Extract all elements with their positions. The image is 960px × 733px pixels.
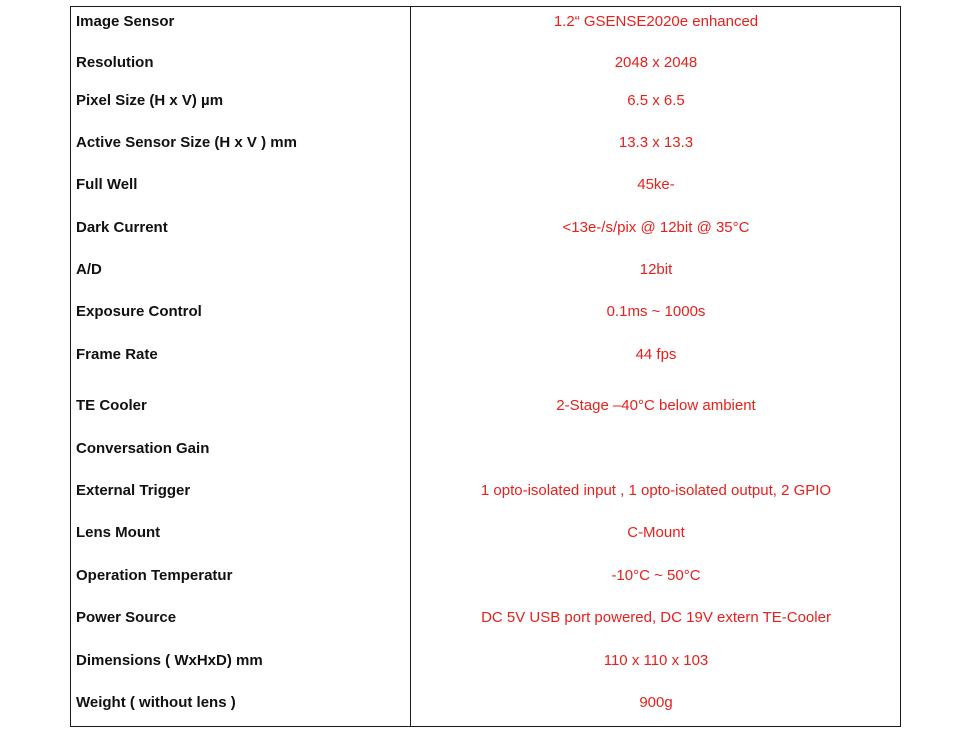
table-row xyxy=(71,561,900,591)
row-label: Full Well xyxy=(76,176,138,193)
row-value: 13.3 x 13.3 xyxy=(618,134,694,151)
table-row xyxy=(71,297,900,327)
table-row xyxy=(71,86,900,116)
row-label: Conversation Gain xyxy=(76,440,210,457)
row-label: TE Cooler xyxy=(76,397,147,414)
row-label: Image Sensor xyxy=(76,13,175,30)
row-label: Resolution xyxy=(76,54,154,71)
row-label: Dark Current xyxy=(76,219,168,236)
table-row xyxy=(71,518,900,548)
table-row xyxy=(71,255,900,285)
row-label: Exposure Control xyxy=(76,303,202,320)
table-row xyxy=(71,340,900,370)
row-label: Active Sensor Size (H x V ) mm xyxy=(76,134,297,151)
row-value: 44 fps xyxy=(635,346,677,363)
row-label: Power Source xyxy=(76,609,177,626)
table-row xyxy=(71,476,900,506)
row-value: 6.5 x 6.5 xyxy=(627,92,685,109)
row-value: 0.1ms ~ 1000s xyxy=(606,303,706,320)
row-label: Lens Mount xyxy=(76,524,161,541)
row-value: 900g xyxy=(639,694,673,711)
row-label: Dimensions ( WxHxD) mm xyxy=(76,652,263,669)
table-row xyxy=(71,646,900,676)
row-label: Frame Rate xyxy=(76,346,158,363)
table-row xyxy=(71,391,900,421)
row-value: 2048 x 2048 xyxy=(614,54,698,71)
row-value: -10°C ~ 50°C xyxy=(611,567,701,584)
row-value: 2-Stage –40°C below ambient xyxy=(556,397,756,414)
table-row xyxy=(71,603,900,633)
table-row xyxy=(71,213,900,243)
table-row xyxy=(71,688,900,718)
row-value: C-Mount xyxy=(627,524,685,541)
row-value: 1.2“ GSENSE2020e enhanced xyxy=(553,13,759,30)
row-value: 110 x 110 x 103 xyxy=(603,652,709,669)
row-label: External Trigger xyxy=(76,482,191,499)
row-value: 12bit xyxy=(639,261,673,278)
spec-table xyxy=(70,6,901,727)
row-label: Weight ( without lens ) xyxy=(76,694,236,711)
table-row xyxy=(71,128,900,158)
row-value: <13e-/s/pix @ 12bit @ 35°C xyxy=(562,219,750,236)
row-label: Pixel Size (H x V) µm xyxy=(76,92,224,109)
row-label: A/D xyxy=(76,261,102,278)
row-value: 1 opto-isolated input , 1 opto-isolated output, 2 GPIO xyxy=(480,482,832,499)
table-row xyxy=(71,7,900,37)
row-value: DC 5V USB port powered, DC 19V extern TE-Cooler xyxy=(481,609,831,626)
table-row xyxy=(71,434,900,464)
table-row xyxy=(71,170,900,200)
row-value: 45ke- xyxy=(637,176,675,193)
table-row xyxy=(71,48,900,78)
row-label: Operation Temperatur xyxy=(76,567,233,584)
